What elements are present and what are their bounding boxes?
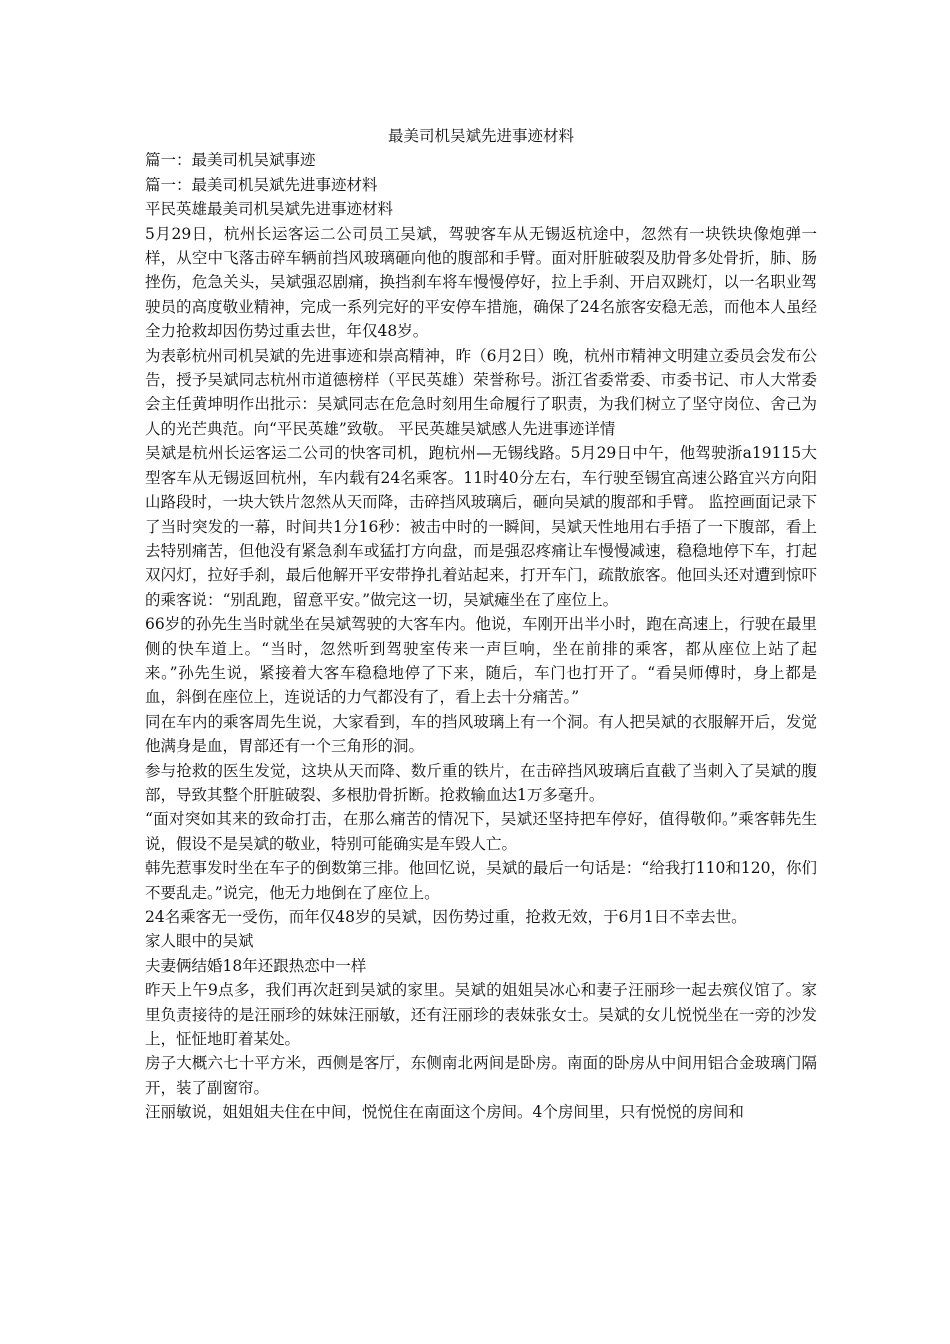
document-title: 最美司机吴斌先进事迹材料	[387, 127, 574, 145]
document-body	[145, 124, 817, 1125]
paragraph: 同在车内的乘客周先生说，大家看到，车的挡风玻璃上有一个洞。有人把吴斌的衣服解开后，发觉他满身是血，胃部还有一个三角形的洞。	[145, 712, 817, 756]
paragraph: 5月29日，杭州长运客运二公司员工吴斌，驾驶客车从无锡返杭途中，忽然有一块铁块像炮弹一样，从空中飞落击碎车辆前挡风玻璃砸向他的腹部和手臂。面对肝脏破裂及肋骨多处骨折，肺、肠挫伤，危急关头，吴斌强忍剧痛，换挡刹车将车慢慢停好，拉上手刹、开启双跳灯，以一名职业驾驶员的高度敬业精神，完成一系列完好的平安停车措施，确保了24名旅客安稳无恙，而他本人虽经全力抢救却因伤势过重去世，年仅48岁。	[145, 224, 817, 341]
section-heading: 家人眼中的吴斌	[145, 932, 254, 951]
paragraph: 昨天上午9点多，我们再次赶到吴斌的家里。吴斌的姐姐吴冰心和妻子汪丽珍一起去殡仪馆了。家里负责接待的是汪丽珍的妹妹汪丽敏，还有汪丽珍的表妹张女士。吴斌的女儿悦悦坐在一旁的沙发上，怔怔地盯着某处。	[145, 981, 817, 1049]
paragraph: 为表彰杭州司机吴斌的先进事迹和崇高精神，昨（6月2日）晚，杭州市精神文明建立委员会发布公告，授予吴斌同志杭州市道德榜样（平民英雄）荣誉称号。浙江省委常委、市委书记、市人大常委会主任黄坤明作出批示：吴斌同志在危急时刻用生命履行了职责，为我们树立了坚守岗位、舍己为人的光芒典范。向“平民英雄”致敬。 平民英雄吴斌感人先进事迹详情	[145, 346, 817, 438]
paragraph: 房子大概六七十平方米，西侧是客厅，东侧南北两间是卧房。南面的卧房从中间用铝合金玻璃门隔开，装了副窗帘。	[145, 1054, 817, 1097]
paragraph: 韩先惹事发时坐在车子的倒数第三排。他回忆说，吴斌的最后一句话是：“给我打110和120，你们不要乱走。”说完，他无力地倒在了座位上。	[145, 859, 817, 902]
paragraph: 参与抢救的医生发觉，这块从天而降、数斤重的铁片，在击碎挡风玻璃后直截了当刺入了吴斌的腹部，导致其整个肝脏破裂、多根肋骨折断。抢救输血达1万多毫升。	[145, 761, 817, 804]
paragraph: 24名乘客无一受伤，而年仅48岁的吴斌，因伤势过重，抢救无效，于6月1日不幸去世。	[145, 908, 747, 926]
section-subheading: 夫妻俩结婚18年还跟热恋中一样	[145, 956, 367, 975]
paragraph: 篇一：最美司机吴斌先进事迹材料	[145, 175, 378, 194]
paragraph: 吴斌是杭州长运客运二公司的快客司机，跑杭州—无锡线路。5月29日中午，他驾驶浙a19115大型客车从无锡返回杭州，车内载有24名乘客。11时40分左右，车行驶至锡宜高速公路宜兴方向阳山路段时，一块大铁片忽然从天而降，击碎挡风玻璃后，砸向吴斌的腹部和手臂。 监控画面记录下了当时突发的一幕，时间共1分16秒：被击中时的一瞬间，吴斌天性地用右手捂了一下腹部，看上去特别痛苦，但他没有紧急刹车或猛打方向盘，而是强忍疼痛让车慢慢减速，稳稳地停下车，打起双闪灯，拉好手刹，最后他解开平安带挣扎着站起来，打开车门，疏散旅客。他回头还对遭到惊吓的乘客说：“别乱跑，留意平安。”做完这一切，吴斌瘫坐在了座位上。	[145, 444, 817, 609]
paragraph: 平民英雄最美司机吴斌先进事迹材料	[145, 200, 394, 219]
paragraph: “面对突如其来的致命打击，在那么痛苦的情况下，吴斌还坚持把车停好，值得敬仰。”乘客韩先生说，假设不是吴斌的敬业，特别可能确实是车毁人亡。	[145, 810, 817, 853]
paragraph: 汪丽敏说，姐姐姐夫住在中间，悦悦住在南面这个房间。4个房间里，只有悦悦的房间和	[145, 1103, 744, 1122]
paragraph: 篇一：最美司机吴斌事迹	[145, 151, 316, 170]
paragraph: 66岁的孙先生当时就坐在吴斌驾驶的大客车内。他说，车刚开出半小时，跑在高速上，行驶在最里侧的快车道上。“当时，忽然听到驾驶室传来一声巨响，坐在前排的乘客，都从座位上站了起来。”孙先生说，紧接着大客车稳稳地停了下来，随后，车门也打开了。“看吴师傅时，身上都是血，斜倒在座位上，连说话的力气都没有了，看上去十分痛苦。”	[145, 615, 817, 707]
